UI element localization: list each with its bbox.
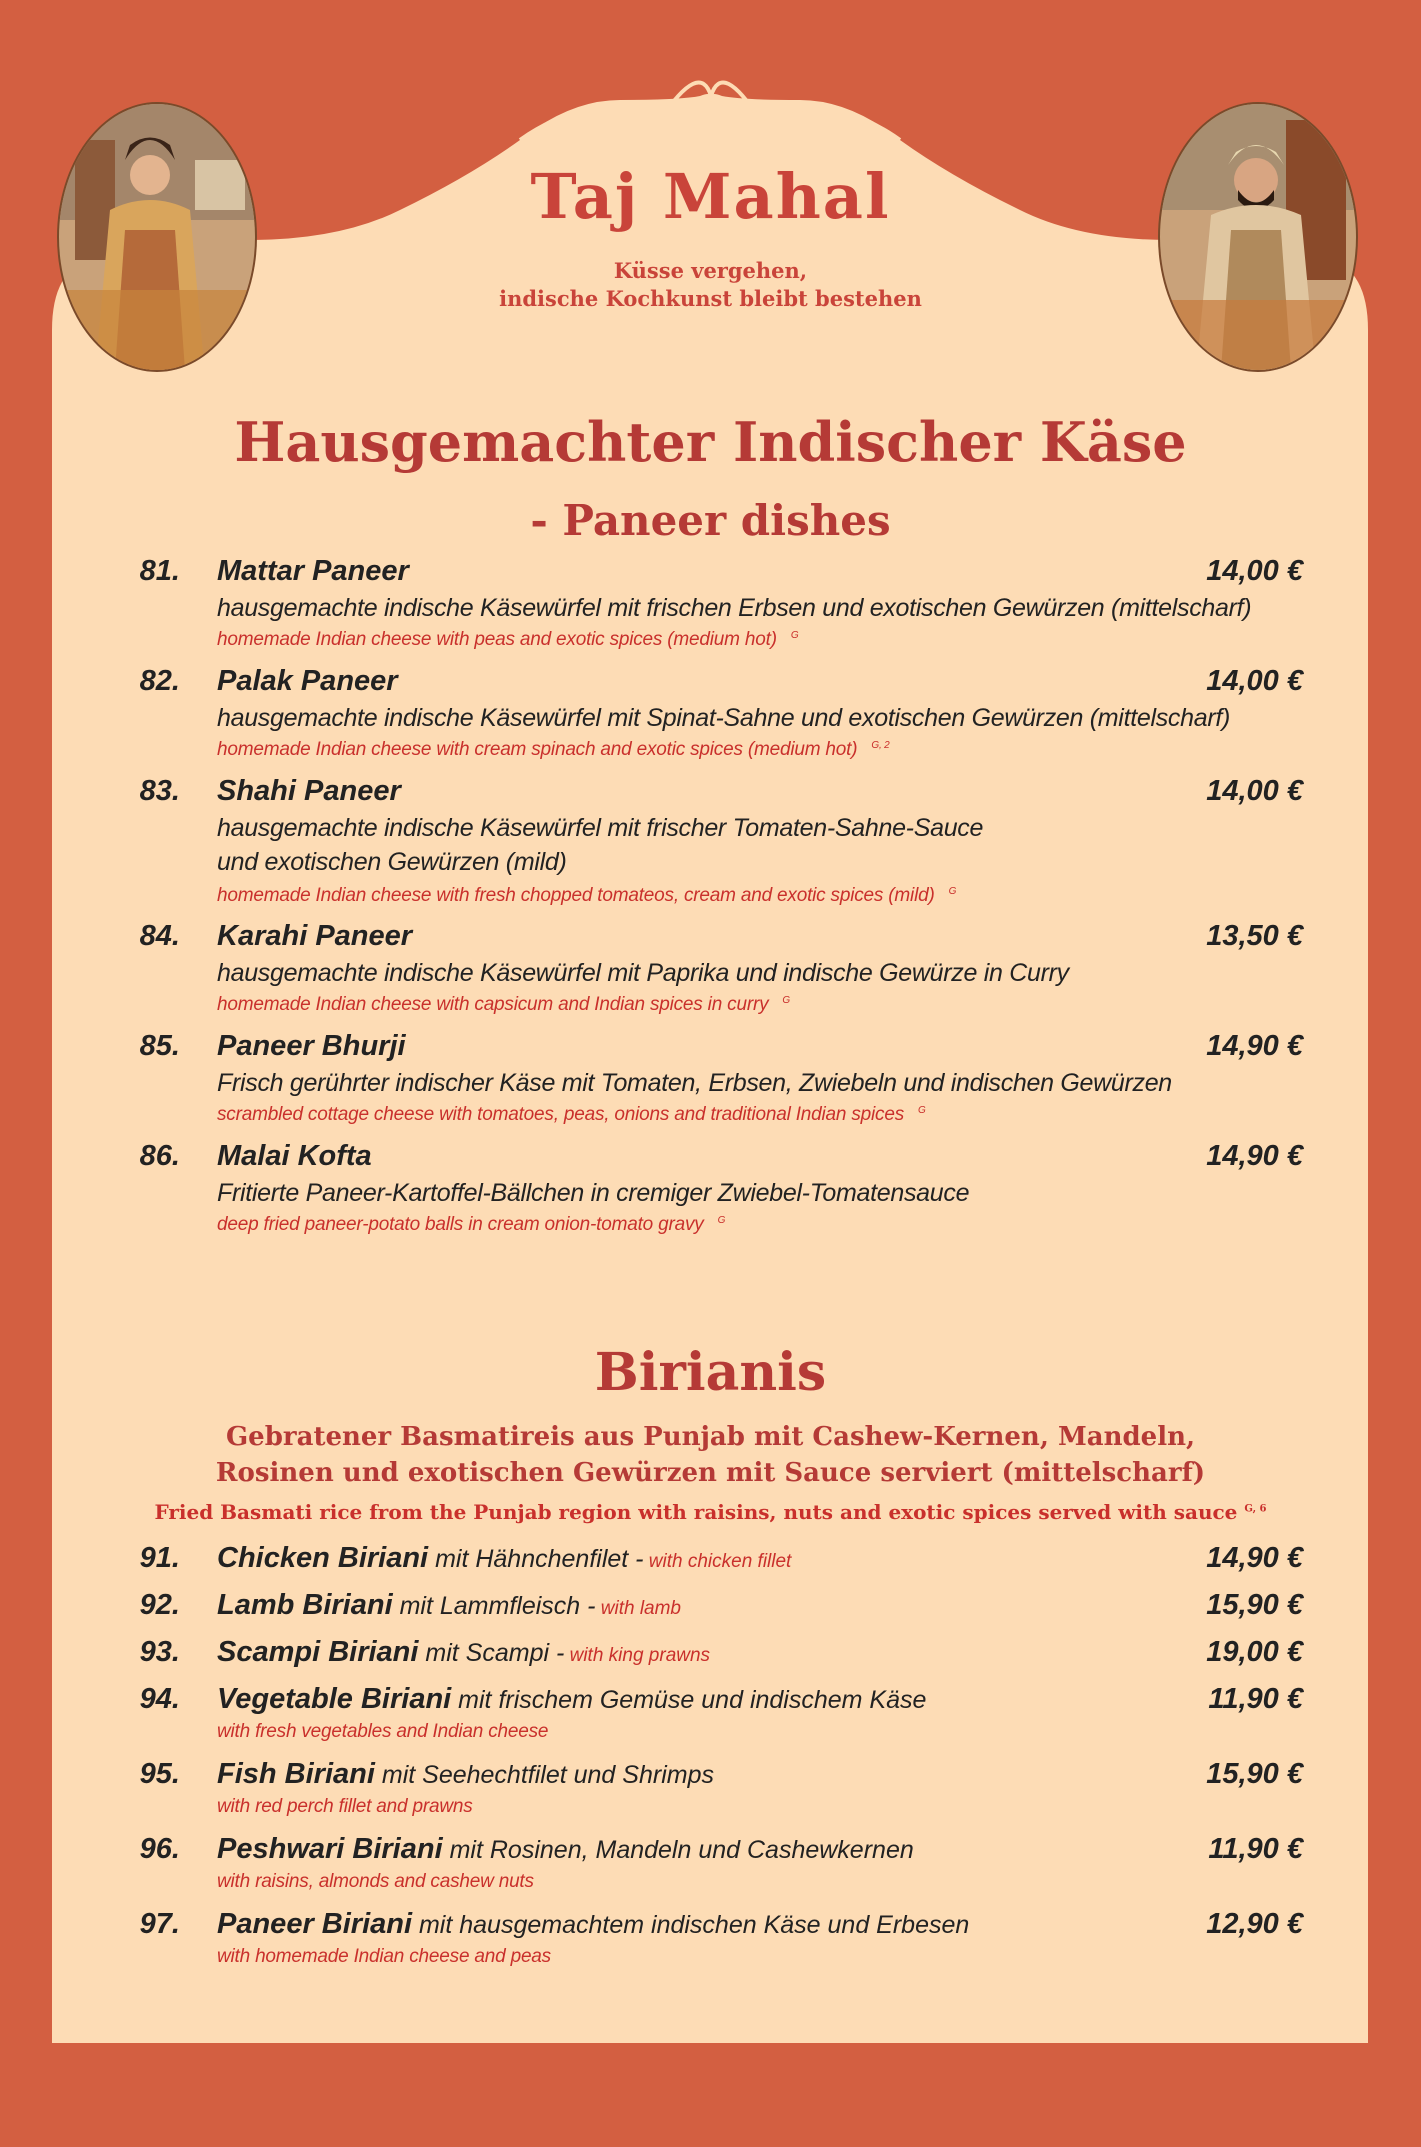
item-name: Mattar Paneer [217,555,409,587]
item-price: 15,90 € [1206,1758,1303,1790]
item-number: 96. [139,1833,180,1865]
item-description-en: homemade Indian cheese with cream spinach and exotic spices (medium hot) $^{G, 2}$ [217,739,890,760]
item-description-en: with raisins, almonds and cashew nuts [217,1871,534,1892]
allergen-note: G [918,1104,926,1116]
item-description-de: Fritierte Paneer-Kartoffel-Bällchen in cremiger Zwiebel-Tomatensauce [217,1179,970,1207]
item-description-de: Frisch gerührter indischer Käse mit Tomaten, Erbsen, Zwiebeln und indischen Gewürzen [217,1069,1172,1097]
item-description-de: hausgemachte indische Käsewürfel mit Paprika und indische Gewürze in Curry [217,959,1069,987]
allergen-note: G [782,994,790,1006]
item-price: 14,90 € [1206,1030,1303,1062]
slogan-line-2: indische Kochkunst bleibt bestehen [499,286,922,311]
item-name-line [217,1636,710,1669]
item-name: Karahi Paneer [217,920,413,952]
item-name-line [217,1908,969,1941]
item-price: 14,00 € [1206,775,1303,807]
item-number: 94. [139,1683,180,1715]
item-price: 14,00 € [1206,555,1303,587]
item-name: Paneer Bhurji [217,1030,406,1062]
item-number: 83. [139,775,180,807]
birianis-description-de-2: Rosinen und exotischen Gewürzen mit Sauce serviert (mittelscharf) [215,1458,1206,1488]
item-name: Palak Paneer [217,665,398,697]
item-price: 19,00 € [1206,1636,1303,1668]
paneer-section-subtitle: - Paneer dishes [530,496,891,545]
birianis-section-title: Birianis [594,1342,827,1403]
slogan [390,257,1031,313]
item-description-en: homemade Indian cheese with capsicum and Indian spices in curry $^G$ [217,994,790,1015]
item-number: 93. [139,1636,180,1668]
allergen-note: G [790,629,799,641]
item-description-en: with fresh vegetables and Indian cheese [217,1721,549,1742]
birianis-description-en [60,1500,1361,1524]
item-number: 95. [139,1758,180,1790]
item-name-line [217,1542,791,1575]
item-name: Paneer Biriani [217,1908,413,1940]
item-description-de: mit Rosinen, Mandeln und Cashewkernen [442,1836,914,1864]
item-description-en: with lamb [595,1598,681,1619]
allergen-note: G, 2 [871,739,890,751]
item-price: 14,90 € [1206,1542,1303,1574]
item-price: 11,90 € [1208,1683,1303,1715]
item-name-line [217,1833,914,1866]
item-number: 86. [139,1140,180,1172]
item-name: Lamb Biriani [217,1589,393,1621]
slogan-line-1: Küsse vergehen, [613,258,808,283]
item-number: 82. [139,665,180,697]
item-description-de: hausgemachte indische Käsewürfel mit Spinat-Sahne und exotischen Gewürzen (mittelscharf) [217,704,1231,732]
item-number: 85. [139,1030,180,1062]
item-number: 81. [139,555,180,587]
paneer-section-title: Hausgemachter Indischer Käse [234,410,1187,474]
item-description-de: hausgemachte indische Käsewürfel mit frischen Erbsen und exotischen Gewürzen (mittelscharf) [217,594,1252,622]
item-description-en: scrambled cottage cheese with tomatoes, peas, onions and traditional Indian spices $^G$ [217,1104,926,1125]
item-name: Scampi Biriani [217,1636,419,1668]
item-description-en: deep fried paneer-potato balls in cream onion-tomato gravy $^G$ [217,1214,726,1235]
allergen-note: G [717,1214,726,1226]
item-description-de: hausgemachte indische Käsewürfel mit frischer Tomaten-Sahne-Sauce [217,814,984,842]
item-description-de: mit Lammfleisch - [392,1592,596,1620]
item-name: Peshwari Biriani [217,1833,443,1865]
item-name-line [217,1683,926,1716]
birianis-description-en-text: Fried Basmati rice from the Punjab region with raisins, nuts and exotic spices served with sauce [154,1500,1238,1524]
item-name-line [217,1758,714,1791]
birianis-description-de-1: Gebratener Basmatireis aus Punjab mit Cashew-Kernen, Mandeln, [225,1422,1196,1452]
emperor-portrait [1156,100,1361,375]
item-number: 97. [139,1908,180,1940]
item-description-en: homemade Indian cheese with peas and exotic spices (medium hot) $^G$ [217,629,799,650]
item-price: 14,90 € [1206,1140,1303,1172]
item-name-line [217,1589,681,1622]
item-name: Fish Biriani [217,1758,375,1790]
item-name: Vegetable Biriani [217,1683,452,1715]
item-description-de: mit Hähnchenfilet - [428,1545,644,1573]
item-name: Chicken Biriani [217,1542,429,1574]
item-price: 15,90 € [1206,1589,1303,1621]
item-description-de-2: und exotischen Gewürzen (mild) [217,848,567,876]
item-name: Shahi Paneer [217,775,401,807]
item-description-de: mit Scampi - [418,1639,565,1667]
item-description-en: with chicken fillet [643,1551,792,1572]
item-description-en: with king prawns [564,1645,711,1666]
item-number: 92. [139,1589,180,1621]
item-price: 12,90 € [1206,1908,1303,1940]
allergen-note: G [948,885,957,897]
item-description-de: mit Seehechtfilet und Shrimps [374,1761,714,1789]
item-price: 14,00 € [1206,665,1303,697]
item-description-en: with homemade Indian cheese and peas [217,1946,551,1967]
item-name: Malai Kofta [217,1140,372,1172]
item-description-en: with red perch fillet and prawns [217,1796,473,1817]
item-description-de: mit hausgemachtem indischen Käse und Erbesen [412,1911,970,1939]
item-number: 84. [139,920,180,952]
restaurant-logo: Taj Mahal [530,160,891,233]
item-price: 13,50 € [1206,920,1303,952]
item-price: 11,90 € [1208,1833,1303,1865]
empress-portrait [55,100,260,375]
item-number: 91. [139,1542,180,1574]
item-description-en: homemade Indian cheese with fresh chopped tomateos, cream and exotic spices (mild) $^G$ [217,885,957,906]
allergen-note: G, 6 [1244,1503,1267,1515]
item-description-de: mit frischem Gemüse und indischem Käse [451,1686,927,1714]
